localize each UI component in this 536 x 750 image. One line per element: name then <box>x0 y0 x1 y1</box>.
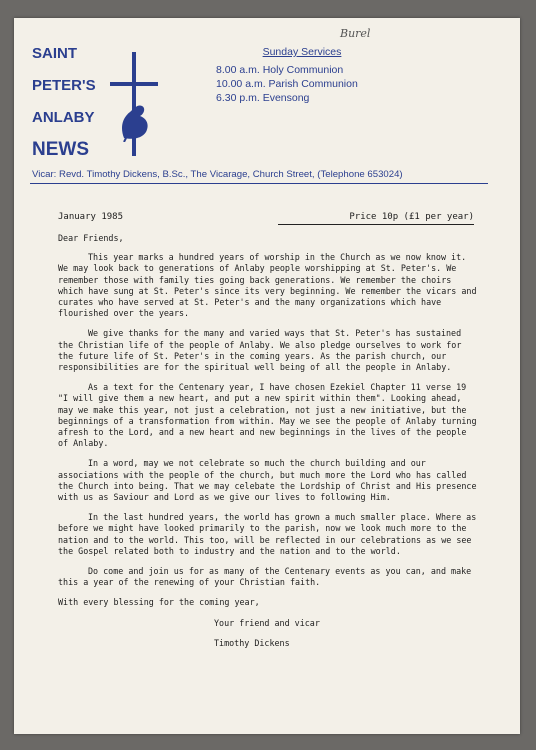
letter-paragraph: In a word, may we not celebrate so much the church building and our associations with the people of the church, but much more the Lord who has called the Church into being. That we may celebate the Lordship of Christ and His presence with us as Saviour and Lord as we give our lives to following Him. <box>58 458 477 503</box>
letter-paragraph: As a text for the Centenary year, I have chosen Ezekiel Chapter 11 verse 19 "I will give them a new heart, and put a new spirit within them". Looking ahead, may we make this year, not just a celebration, not just a new initiative, but the beginnings of a transformation from within. May we see the people of Anlaby turning afresh to the Lord, and a new heart and new beginnings in the lives of the people of Anlaby. <box>58 382 477 449</box>
letter-paragraph: In the last hundred years, the world has grown a much smaller place. Where as before we might have looked primarily to the parish, now we look much more to the nation and to the world. This too, will be reflected in our celebrations as we see the Gospel related both to industry and the nation and to the world. <box>58 512 477 556</box>
cross-logo-horizontal <box>110 82 158 86</box>
handwritten-note: Burel <box>340 27 371 40</box>
vicar-contact-line: Vicar: Revd. Timothy Dickens, B.Sc., The Vicarage, Church Street, (Telephone 653024) <box>32 169 403 180</box>
masthead-divider <box>30 183 488 184</box>
services-heading: Sunday Services <box>262 46 342 58</box>
letter-greeting: Dear Friends, <box>58 233 124 243</box>
letter-signature: Timothy Dickens <box>214 637 290 648</box>
service-item: 10.00 a.m. Parish Communion <box>216 78 358 90</box>
price-underline <box>278 224 474 225</box>
masthead-line-1: SAINT <box>32 45 77 62</box>
issue-price: Price 10p (£1 per year) <box>349 212 474 222</box>
letter-paragraph: Do come and join us for as many of the Centenary events as you can, and make this a year of the renewing of your Christian faith. <box>58 566 472 588</box>
masthead-line-4: NEWS <box>32 139 89 160</box>
letter-signoff: Your friend and vicar <box>214 617 320 628</box>
rooster-icon <box>116 98 152 142</box>
issue-dateline <box>58 212 474 222</box>
issue-date: January 1985 <box>58 212 124 222</box>
masthead-line-3: ANLABY <box>32 109 95 126</box>
masthead-title <box>32 38 96 166</box>
sunday-services <box>212 46 392 105</box>
letter-closing: With every blessing for the coming year, <box>58 597 260 608</box>
letter-paragraph: This year marks a hundred years of worship in the Church as we now know it. We may look back to generations of Anlaby people worshipping at St. Peter's. We remember those with family ties going back generations. We remember the choirs which have sung at St. Peter's since its very beginning. We remember the vicars and curates who have served at St. Peter's and the many organizations which have flourished over the years. <box>58 252 477 319</box>
service-item: 8.00 a.m. Holy Communion <box>216 64 344 76</box>
letter-paragraph: We give thanks for the many and varied ways that St. Peter's has sustained the Christian life of the people of Anlaby. We also pledge ourselves to work for the future life of St. Peter's in the coming years. As the parish church, our responsibilities are for the spiritual well being of all the people in Anlaby. <box>58 328 462 373</box>
letter-body <box>58 233 478 658</box>
service-item: 6.30 p.m. Evensong <box>216 92 310 104</box>
masthead-line-2: PETER'S <box>32 77 96 94</box>
